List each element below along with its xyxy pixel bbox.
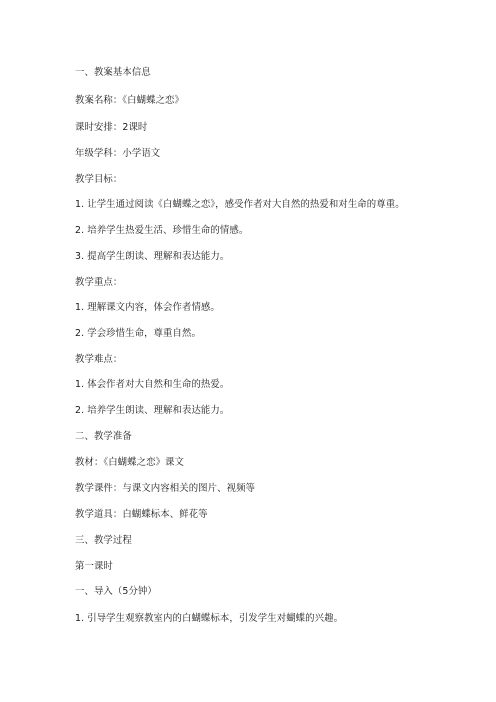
- first-lesson-label: 第一课时: [75, 561, 113, 572]
- goal-item-2: 2. 培养学生热爱生活、珍惜生命的情感。: [75, 225, 249, 236]
- lesson-name-line: 教案名称：《白蝴蝶之恋》: [75, 95, 185, 106]
- textbook-line: 教材：《白蝴蝶之恋》课文: [75, 457, 185, 468]
- key-point-item-1: 1. 理解课文内容，体会作者情感。: [75, 302, 220, 313]
- difficulty-item-2: 2. 培养学生朗读、理解和表达能力。: [75, 405, 230, 416]
- courseware-line: 教学课件：与课文内容相关的图片、视频等: [75, 483, 256, 494]
- intro-heading: 一、导入（5分钟）: [75, 586, 157, 597]
- class-hours-line: 课时安排：2课时: [75, 122, 148, 133]
- props-line: 教学道具：白蝴蝶标本、鲜花等: [75, 509, 208, 520]
- grade-subject-line: 年级学科：小学语文: [75, 148, 161, 159]
- goal-item-1: 1. 让学生通过阅读《白蝴蝶之恋》，感受作者对大自然的热爱和对生命的尊重。: [75, 199, 405, 210]
- difficulty-item-1: 1. 体会作者对大自然和生命的热爱。: [75, 379, 230, 390]
- intro-item-1: 1. 引导学生观察教室内的白蝴蝶标本，引发学生对蝴蝶的兴趣。: [75, 613, 344, 624]
- key-point-item-2: 2. 学会珍惜生命，尊重自然。: [75, 328, 201, 339]
- section-heading-preparation: 二、教学准备: [75, 431, 132, 442]
- teaching-goals-label: 教学目标：: [75, 174, 123, 185]
- goal-item-3: 3. 提高学生朗读、理解和表达能力。: [75, 251, 230, 262]
- key-points-label: 教学重点：: [75, 277, 123, 288]
- section-heading-basic-info: 一、教案基本信息: [75, 67, 151, 78]
- section-heading-process: 三、教学过程: [75, 535, 132, 546]
- difficulties-label: 教学难点：: [75, 354, 123, 365]
